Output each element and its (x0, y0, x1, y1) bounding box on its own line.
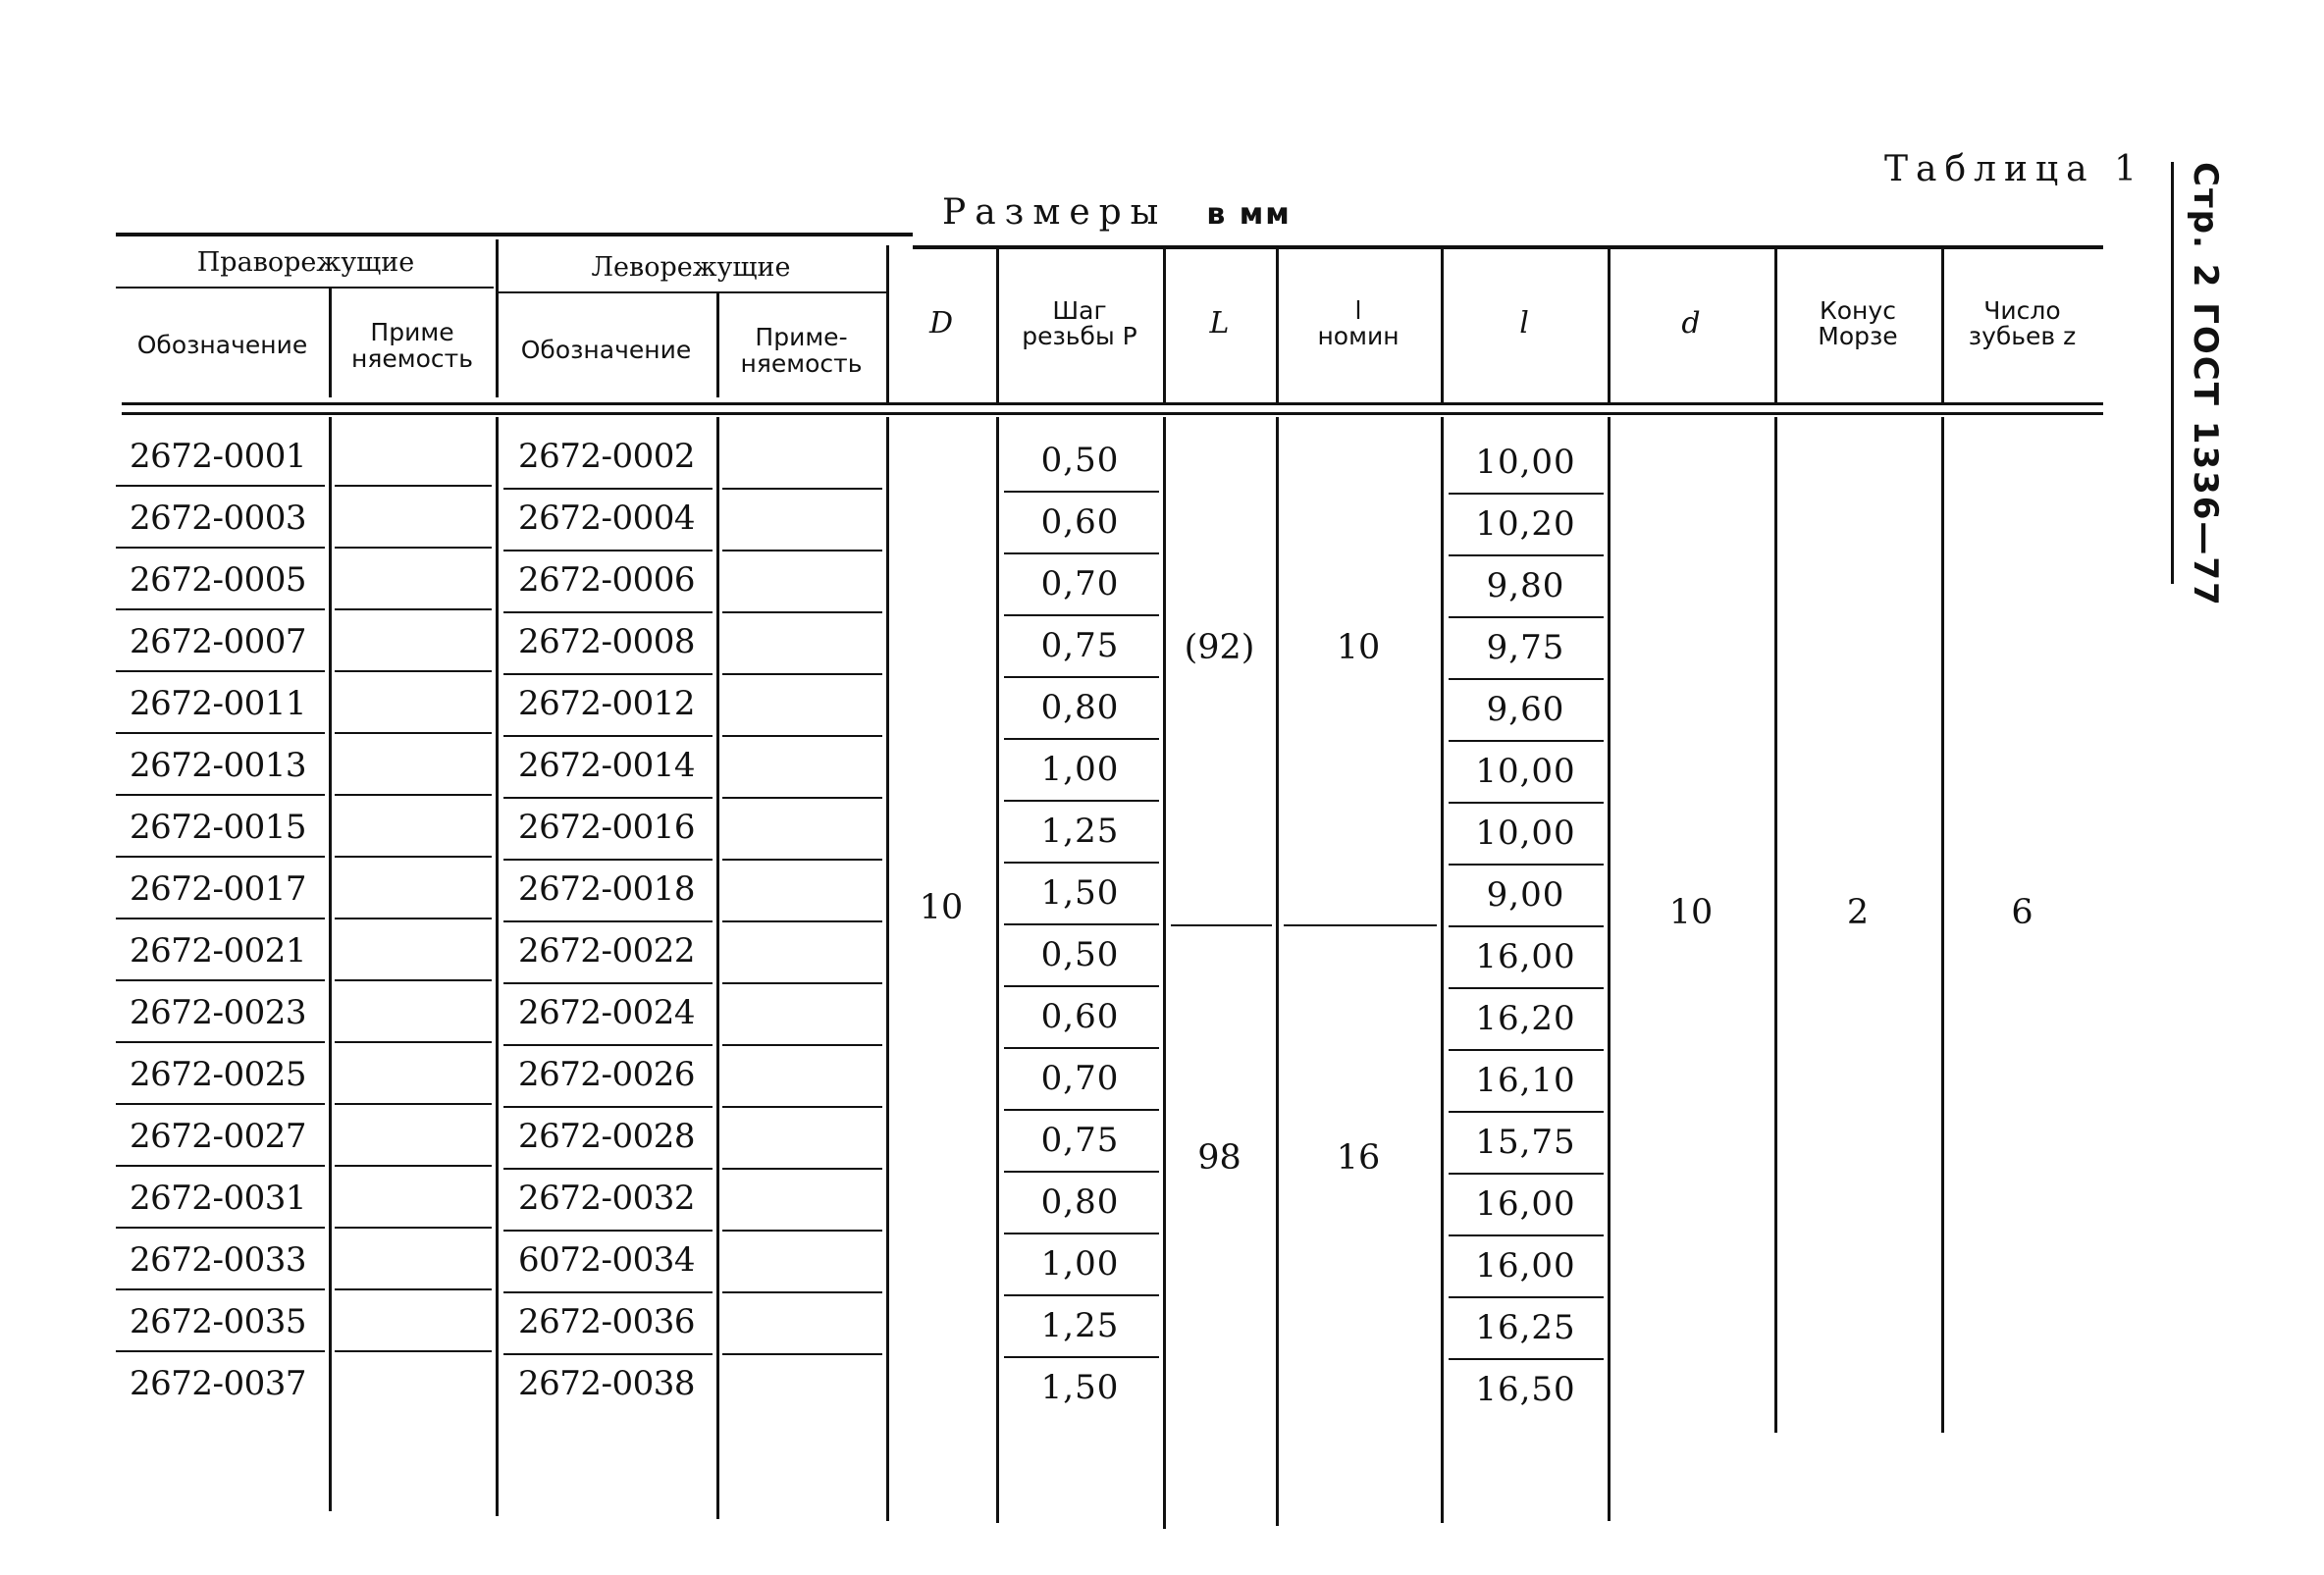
header-pitch: Шаг резьбы P (1022, 295, 1137, 350)
left-designation: 6072-0034 (518, 1240, 696, 1280)
row-rule-left-designation (503, 1230, 713, 1232)
right-designation: 2672-0005 (130, 560, 307, 600)
row-rule-pitch (1004, 923, 1159, 925)
left-designation: 2672-0022 (518, 931, 696, 971)
row-rule-left-designation (503, 611, 713, 613)
header-teeth: Число зубьев z (1968, 295, 2077, 350)
row-rule-right-designation (116, 1288, 325, 1290)
l-value: 16,00 (1475, 1184, 1576, 1224)
l-value: 16,10 (1475, 1061, 1576, 1100)
row-rule-left-designation (503, 1291, 713, 1293)
left-designation: 2672-0018 (518, 869, 696, 909)
row-rule-right-applicability (335, 547, 492, 549)
pitch-value: 0,70 (1040, 564, 1120, 604)
row-rule-left-designation (503, 982, 713, 984)
header-left-cutting: Леворежущие (591, 251, 791, 283)
pitch-value: 0,70 (1040, 1059, 1120, 1098)
row-rule-right-designation (116, 732, 325, 734)
row-rule-l (1449, 740, 1604, 742)
row-rule-right-designation (116, 918, 325, 919)
pitch-value: 0,75 (1040, 1121, 1120, 1160)
row-rule-left-applicability (722, 1353, 882, 1355)
row-rule-l (1449, 987, 1604, 989)
header-designation-right: Обозначение (136, 331, 308, 360)
merged-morse: 2 (1846, 893, 1870, 932)
left-designation: 2672-0006 (518, 560, 696, 600)
header-D: D (928, 306, 954, 341)
l-value: 16,25 (1475, 1308, 1576, 1347)
row-rule-right-applicability (335, 670, 492, 672)
l-value: 9,00 (1486, 875, 1565, 915)
body-bv-i (1441, 417, 1444, 1523)
row-rule-left-designation (503, 1044, 713, 1046)
right-designation: 2672-0017 (130, 869, 307, 909)
row-rule-l (1449, 1049, 1604, 1051)
group-divider-L (1171, 924, 1272, 926)
row-rule-left-applicability (722, 488, 882, 490)
row-rule-pitch (1004, 614, 1159, 616)
l-value: 15,75 (1475, 1123, 1576, 1162)
row-rule-left-designation (503, 735, 713, 737)
row-rule-left-applicability (722, 1291, 882, 1293)
right-designation: 2672-0021 (130, 931, 307, 971)
left-designation: 2672-0038 (518, 1364, 696, 1403)
row-rule-l (1449, 1358, 1604, 1360)
row-rule-l (1449, 1111, 1604, 1113)
body-bv-b (329, 417, 332, 1511)
row-rule-left-applicability (722, 611, 882, 613)
row-rule-left-applicability (722, 1106, 882, 1108)
row-rule-pitch (1004, 552, 1159, 554)
pitch-value: 0,60 (1040, 997, 1120, 1036)
row-rule-pitch (1004, 1047, 1159, 1049)
right-designation: 2672-0035 (130, 1302, 307, 1341)
row-rule-right-designation (116, 485, 325, 487)
header-rule-1 (122, 402, 2103, 405)
l-value: 10,00 (1475, 443, 1576, 482)
body-bv-f (996, 417, 999, 1523)
left-designation: 2672-0032 (518, 1179, 696, 1218)
row-rule-left-designation (503, 859, 713, 861)
right-designation: 2672-0015 (130, 808, 307, 847)
header-designation-left: Обозначение (520, 336, 692, 365)
right-designation: 2672-0007 (130, 622, 307, 661)
row-rule-pitch (1004, 738, 1159, 740)
merged-L-group1: (92) (1184, 628, 1255, 667)
row-rule-l (1449, 1173, 1604, 1175)
right-designation: 2672-0003 (130, 499, 307, 538)
row-rule-l (1449, 616, 1604, 618)
row-rule-right-designation (116, 856, 325, 858)
row-rule-right-designation (116, 547, 325, 549)
table-caption (942, 192, 1292, 233)
row-rule-right-applicability (335, 1041, 492, 1043)
l-value: 9,80 (1486, 566, 1565, 605)
row-rule-right-applicability (335, 1103, 492, 1105)
row-rule-left-designation (503, 1353, 713, 1355)
body-bv-j (1608, 417, 1611, 1521)
row-rule-l (1449, 1296, 1604, 1298)
left-designation: 2672-0012 (518, 684, 696, 723)
row-rule-left-applicability (722, 859, 882, 861)
pitch-value: 1,25 (1040, 1306, 1120, 1345)
row-rule-left-applicability (722, 982, 882, 984)
header-rule-2 (122, 412, 2103, 415)
row-rule-l (1449, 802, 1604, 804)
header-morse: Конус Морзе (1818, 295, 1898, 350)
row-rule-pitch (1004, 862, 1159, 864)
pitch-value: 1,25 (1040, 812, 1120, 851)
header-applicability-right: Приме няемость (351, 318, 473, 373)
left-designation: 2672-0028 (518, 1117, 696, 1156)
pitch-value: 1,50 (1040, 1368, 1120, 1407)
row-rule-pitch (1004, 985, 1159, 987)
caption-unit: в мм (1206, 197, 1292, 232)
row-rule-pitch (1004, 1233, 1159, 1234)
row-rule-l (1449, 678, 1604, 680)
row-rule-pitch (1004, 491, 1159, 493)
row-rule-l (1449, 554, 1604, 556)
pitch-value: 1,00 (1040, 1244, 1120, 1284)
right-designation: 2672-0011 (130, 684, 307, 723)
row-rule-left-applicability (722, 673, 882, 675)
table-label: Таблица 1 (1884, 149, 2144, 189)
pitch-value: 0,80 (1040, 1182, 1120, 1222)
side-page-header: Стр. 2 ГОСТ 1336—77 (2186, 162, 2225, 607)
l-value: 16,00 (1475, 1246, 1576, 1286)
row-rule-l (1449, 864, 1604, 866)
group-divider-l-nom (1284, 924, 1437, 926)
row-rule-left-applicability (722, 797, 882, 799)
row-rule-left-applicability (722, 1168, 882, 1170)
right-designation: 2672-0037 (130, 1364, 307, 1403)
pitch-value: 1,00 (1040, 750, 1120, 789)
row-rule-pitch (1004, 676, 1159, 678)
row-rule-left-designation (503, 488, 713, 490)
row-rule-left-applicability (722, 735, 882, 737)
merged-teeth: 6 (2011, 893, 2034, 932)
row-rule-right-designation (116, 1041, 325, 1043)
row-rule-right-applicability (335, 1227, 492, 1229)
row-rule-left-applicability (722, 1044, 882, 1046)
row-rule-right-designation (116, 1350, 325, 1352)
row-rule-right-applicability (335, 608, 492, 610)
right-designation: 2672-0025 (130, 1055, 307, 1094)
row-rule-right-applicability (335, 1350, 492, 1352)
right-designation: 2672-0001 (130, 437, 307, 476)
pitch-value: 0,50 (1040, 441, 1120, 480)
body-bv-c (496, 417, 499, 1516)
l-value: 16,00 (1475, 937, 1576, 976)
row-rule-right-designation (116, 1165, 325, 1167)
body-bv-e (886, 417, 889, 1521)
row-rule-right-applicability (335, 794, 492, 796)
left-designation: 2672-0004 (518, 499, 696, 538)
row-rule-right-designation (116, 670, 325, 672)
header-l-nom: l номин (1317, 295, 1400, 350)
row-rule-right-designation (116, 794, 325, 796)
merged-L-group2: 98 (1197, 1138, 1241, 1178)
pitch-value: 0,75 (1040, 626, 1120, 665)
right-designation: 2672-0033 (130, 1240, 307, 1280)
row-rule-pitch (1004, 1294, 1159, 1296)
row-rule-left-applicability (722, 920, 882, 922)
header-d: d (1681, 306, 1701, 341)
row-rule-right-applicability (335, 732, 492, 734)
row-rule-right-designation (116, 1227, 325, 1229)
left-designation: 2672-0026 (518, 1055, 696, 1094)
top-rule-left (116, 233, 913, 236)
row-rule-left-designation (503, 1168, 713, 1170)
right-designation: 2672-0031 (130, 1179, 307, 1218)
row-rule-l (1449, 1234, 1604, 1236)
row-rule-pitch (1004, 1109, 1159, 1111)
row-rule-right-applicability (335, 918, 492, 919)
row-rule-right-designation (116, 608, 325, 610)
header-right-cutting: Праворежущие (196, 246, 415, 278)
merged-l-nom-group2: 16 (1336, 1138, 1381, 1178)
pitch-value: 1,50 (1040, 873, 1120, 913)
l-value: 9,60 (1486, 690, 1565, 729)
top-rule-right (913, 245, 2103, 249)
left-designation: 2672-0002 (518, 437, 696, 476)
left-designation: 2672-0036 (518, 1302, 696, 1341)
row-rule-left-designation (503, 920, 713, 922)
row-rule-l (1449, 493, 1604, 495)
l-value: 10,20 (1475, 504, 1576, 544)
side-rule (2171, 162, 2174, 584)
row-rule-pitch (1004, 1171, 1159, 1173)
group-rule-right (116, 287, 494, 289)
l-value: 9,75 (1486, 628, 1565, 667)
row-rule-right-designation (116, 979, 325, 981)
row-rule-l (1449, 925, 1604, 927)
body-bv-d (716, 417, 719, 1519)
pitch-value: 0,60 (1040, 502, 1120, 542)
header-L: L (1209, 306, 1230, 341)
l-value: 16,50 (1475, 1370, 1576, 1409)
row-rule-right-applicability (335, 1288, 492, 1290)
row-rule-left-applicability (722, 550, 882, 551)
merged-d: 10 (1668, 893, 1714, 932)
header-l: l (1519, 306, 1529, 341)
merged-l-nom-group1: 10 (1336, 628, 1381, 667)
right-designation: 2672-0013 (130, 746, 307, 785)
row-rule-right-applicability (335, 1165, 492, 1167)
l-value: 10,00 (1475, 814, 1576, 853)
header-applicability-left: Приме- няемость (740, 323, 863, 378)
left-designation: 2672-0008 (518, 622, 696, 661)
left-designation: 2672-0016 (518, 808, 696, 847)
row-rule-pitch (1004, 800, 1159, 802)
body-bv-h (1276, 417, 1279, 1526)
row-rule-left-designation (503, 797, 713, 799)
right-designation: 2672-0023 (130, 993, 307, 1032)
row-rule-left-designation (503, 673, 713, 675)
body-bv-g (1163, 417, 1166, 1529)
group-rule-left (498, 291, 886, 293)
caption-text: Размеры (942, 192, 1168, 233)
row-rule-right-applicability (335, 856, 492, 858)
l-value: 10,00 (1475, 752, 1576, 791)
row-rule-left-designation (503, 550, 713, 551)
row-rule-right-designation (116, 1103, 325, 1105)
left-designation: 2672-0024 (518, 993, 696, 1032)
row-rule-pitch (1004, 1356, 1159, 1358)
l-value: 16,20 (1475, 999, 1576, 1038)
row-rule-right-applicability (335, 979, 492, 981)
row-rule-left-designation (503, 1106, 713, 1108)
row-rule-left-applicability (722, 1230, 882, 1232)
pitch-value: 0,50 (1040, 935, 1120, 974)
row-rule-right-applicability (335, 485, 492, 487)
left-designation: 2672-0014 (518, 746, 696, 785)
right-designation: 2672-0027 (130, 1117, 307, 1156)
pitch-value: 0,80 (1040, 688, 1120, 727)
merged-D: 10 (919, 888, 964, 927)
